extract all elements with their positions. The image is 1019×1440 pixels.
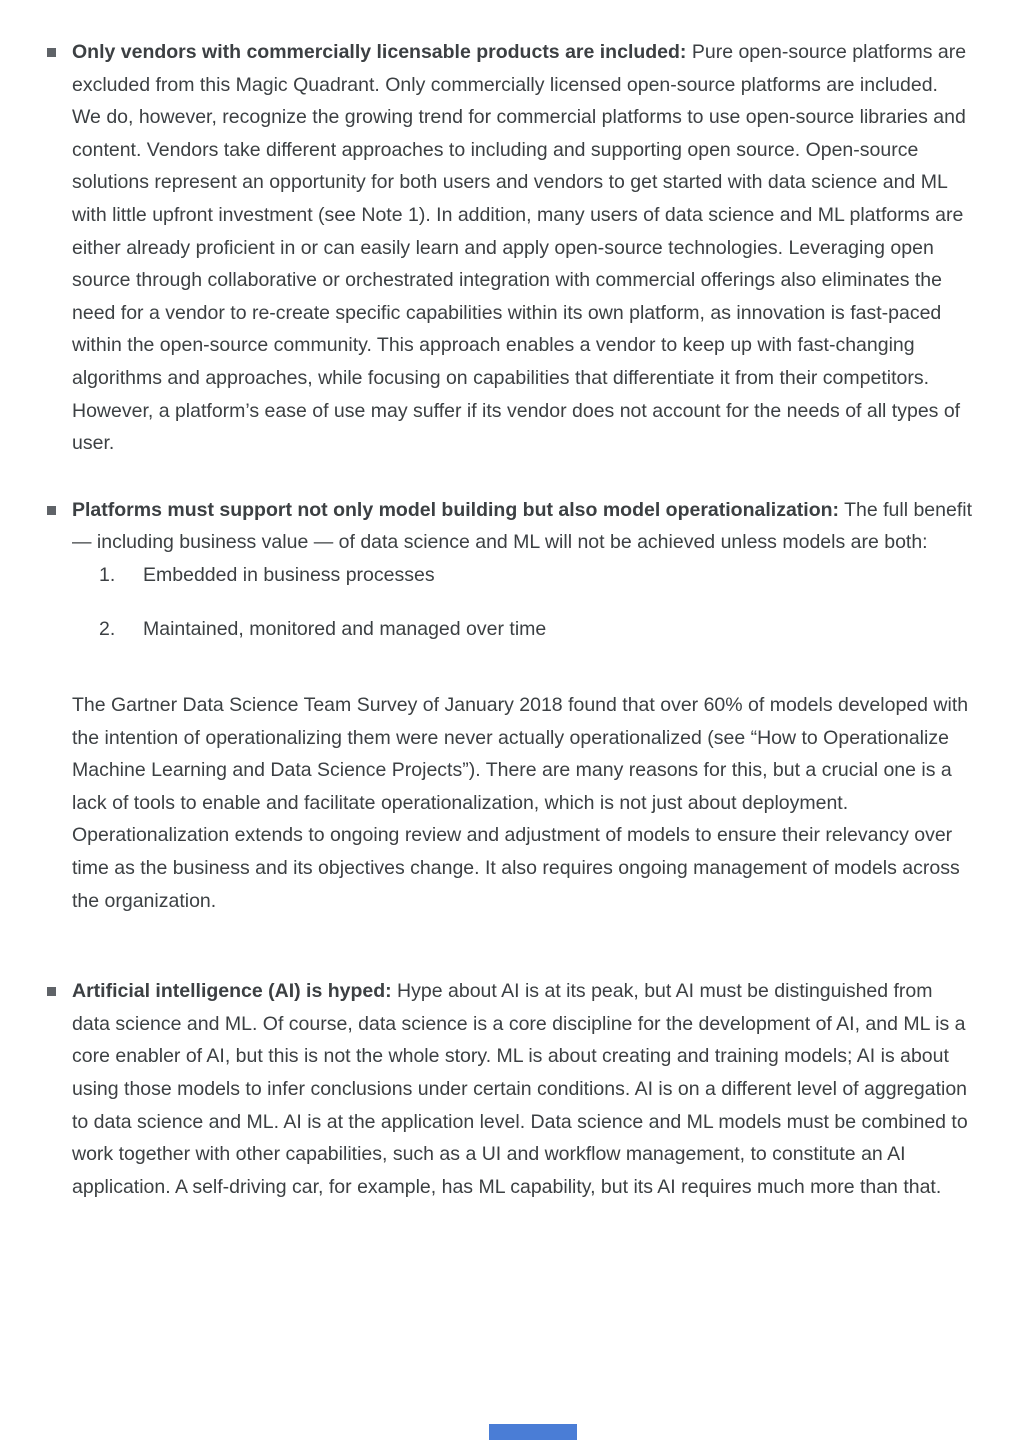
bullet-body-text: Hype about AI is at its peak, but AI must be distinguished from data science and ML. Of course, data science is a core discipline for the development of AI, and ML is a core enabler of AI, but this is not the whole story. ML is about creating and training models; AI is about using those models to infer conclusions under certain conditions. AI is on a different level of aggregation to data science and ML. AI is at the application level. Data science and ML models must be combined to work together with other capabilities, such as a UI and workflow management, to constitute an AI application. A self-driving car, for example, has ML capability, but its AI requires much more than that.: [72, 980, 968, 1198]
bullet-bold-lead: Artificial intelligence (AI) is hyped:: [72, 980, 392, 1003]
square-bullet-icon: [47, 987, 56, 996]
bullet-body-text: Pure open-source platforms are excluded from this Magic Quadrant. Only commercially licensed open-source platforms are included. We do, however, recognize the growing trend for commercial platforms to use open-source libraries and content. Vendors take different approaches to including and supporting open source. Open-source solutions represent an opportunity for both users and vendors to get started with data science and ML with little upfront investment (see Note 1). In addition, many users of data science and ML platforms are either already proficient in or can easily learn and apply open-source technologies. Leveraging open source through collaborative or orchestrated integration with commercial offerings also eliminates the need for a vendor to re-create specific capabilities within its own platform, as innovation is fast-paced within the open-source community. This approach enables a vendor to keep up with fast-changing algorithms and approaches, while focusing on capabilities that differentiate it from their competitors. However, a platform’s ease of use may suffer if its vendor does not account for the needs of all types of user.: [72, 41, 967, 455]
bullet-item-ai-hyped: [47, 975, 972, 1203]
list-number: 1.: [99, 563, 116, 586]
numbered-item-text: Maintained, monitored and managed over time: [143, 617, 547, 640]
numbered-item: [72, 613, 972, 646]
bullet-item-operationalization: [47, 494, 972, 942]
bullet-text-block: [72, 494, 972, 942]
list-number: 2.: [99, 617, 116, 640]
numbered-item: [72, 559, 972, 592]
square-bullet-icon: [47, 48, 56, 57]
square-bullet-icon: [47, 506, 56, 515]
numbered-list: [72, 559, 972, 645]
partial-embedded-element: [489, 1424, 577, 1440]
gartner-survey-paragraph: The Gartner Data Science Team Survey of January 2018 found that over 60% of models developed with the intention of operationalizing them were never actually operationalized (see “How to Operationalize Machine Learning and Data Science Projects”). There are many reasons for this, but a crucial one is a lack of tools to enable and facilitate operationalization, which is not just about deployment. Operationalization extends to ongoing review and adjustment of models to ensure their relevancy over time as the business and its objectives change. It also requires ongoing management of models across the organization.: [72, 694, 969, 912]
bullet-bold-lead: Only vendors with commercially licensable products are included:: [72, 41, 687, 63]
bullet-bold-lead: Platforms must support not only model building but also model operationalization:: [72, 498, 840, 521]
bullet-text-block: [72, 975, 972, 1203]
bullet-body-text: The full benefit — including business value — of data science and ML will not be achieved unless models are both:: [72, 498, 972, 554]
bullet-text-block: [72, 36, 972, 460]
bullet-item-licensable-products: [47, 36, 972, 460]
numbered-item-text: Embedded in business processes: [143, 563, 435, 586]
document-body: [47, 36, 972, 1237]
